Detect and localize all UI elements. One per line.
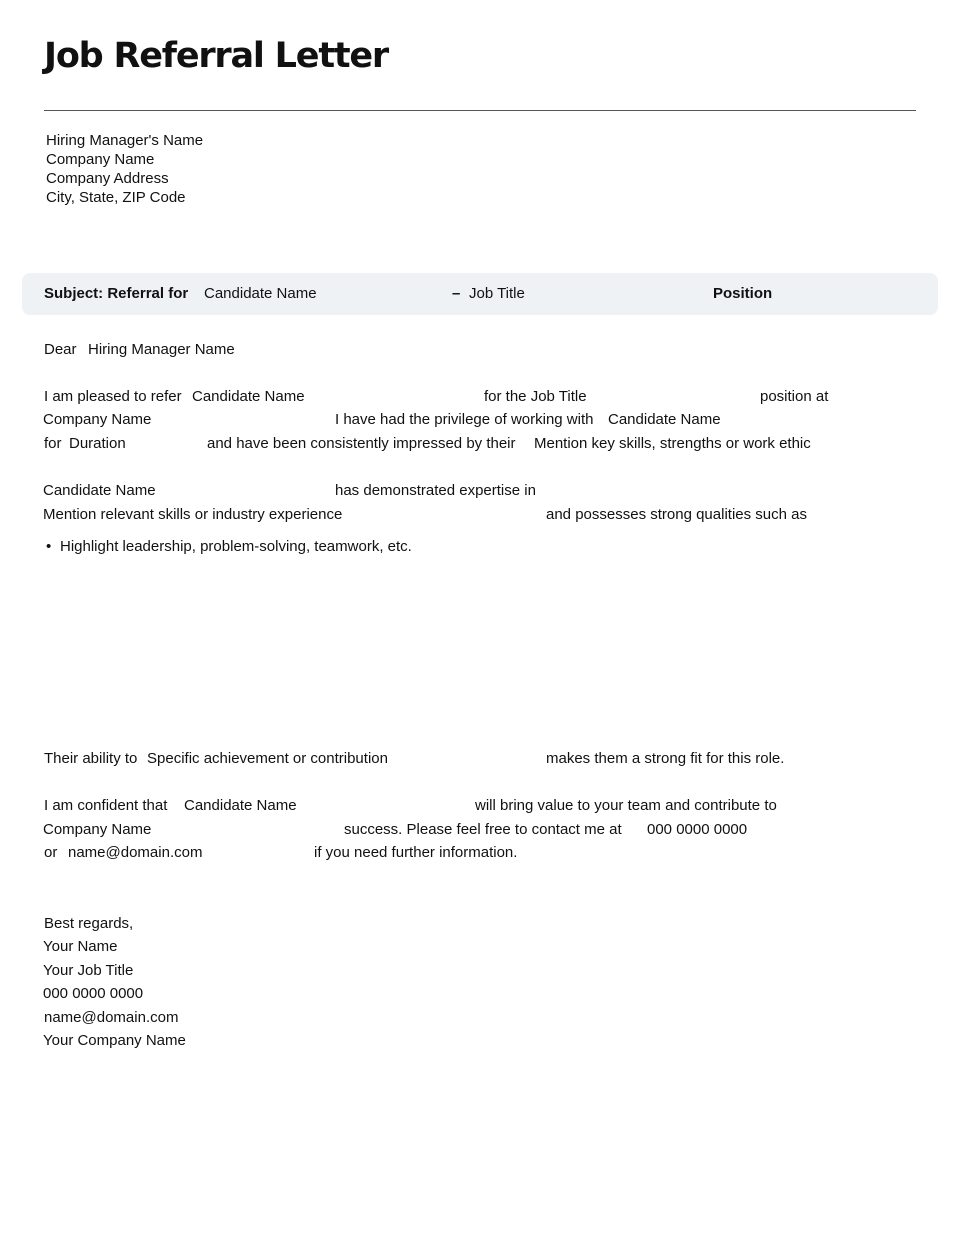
p4-text: success. Please feel free to contact me at	[344, 821, 622, 838]
p4-email[interactable]: name@domain.com	[68, 844, 203, 861]
subject-job-title[interactable]: Job Title	[469, 285, 525, 302]
p1-text: position at	[760, 388, 829, 405]
p4-phone[interactable]: 000 0000 0000	[647, 821, 748, 838]
p1-text: I am pleased to refer	[44, 388, 182, 405]
salutation-name[interactable]: Hiring Manager Name	[88, 341, 235, 358]
signature-closing: Best regards,	[44, 915, 134, 932]
p3-achievement[interactable]: Specific achievement or contribution	[147, 750, 388, 767]
p1-candidate[interactable]: Candidate Name	[608, 411, 721, 428]
p4-candidate[interactable]: Candidate Name	[184, 797, 297, 814]
p1-job-title[interactable]: for the Job Title	[484, 388, 587, 405]
p1-text: for	[44, 435, 62, 452]
p1-text: and have been consistently impressed by their	[207, 435, 516, 452]
signature-company[interactable]: Your Company Name	[43, 1032, 186, 1049]
p1-company[interactable]: Company Name	[43, 411, 152, 428]
signature-job-title[interactable]: Your Job Title	[43, 962, 134, 979]
signature-email[interactable]: name@domain.com	[44, 1009, 179, 1026]
p4-text: or	[44, 844, 58, 861]
p1-duration[interactable]: Duration	[69, 435, 126, 452]
subject-dash: –	[452, 285, 461, 302]
salutation-dear: Dear	[44, 341, 77, 358]
p2-experience[interactable]: Mention relevant skills or industry experience	[43, 506, 343, 523]
bullet-icon: •	[46, 538, 52, 555]
p1-text: I have had the privilege of working with	[335, 411, 594, 428]
recipient-city: City, State, ZIP Code	[46, 189, 186, 206]
signature-name[interactable]: Your Name	[43, 938, 118, 955]
p1-candidate[interactable]: Candidate Name	[192, 388, 305, 405]
p2-text: has demonstrated expertise in	[335, 482, 536, 499]
p3-text: makes them a strong fit for this role.	[546, 750, 785, 767]
signature-phone[interactable]: 000 0000 0000	[43, 985, 144, 1002]
p3-text: Their ability to	[44, 750, 138, 767]
p2-candidate[interactable]: Candidate Name	[43, 482, 156, 499]
divider	[44, 110, 916, 111]
subject-label: Subject: Referral for	[44, 285, 189, 302]
p2-text: and possesses strong qualities such as	[546, 506, 807, 523]
subject-position: Position	[713, 285, 773, 302]
p2-bullet[interactable]: Highlight leadership, problem-solving, teamwork, etc.	[60, 538, 412, 555]
recipient-company: Company Name	[46, 151, 155, 168]
p4-text: if you need further information.	[314, 844, 518, 861]
p4-text: will bring value to your team and contribute to	[475, 797, 777, 814]
p1-skills[interactable]: Mention key skills, strengths or work ethic	[534, 435, 811, 452]
recipient-address: Company Address	[46, 170, 169, 187]
subject-candidate[interactable]: Candidate Name	[204, 285, 317, 302]
recipient-name: Hiring Manager's Name	[46, 132, 204, 149]
page-title: Job Referral Letter	[44, 36, 388, 76]
p4-text: I am confident that	[44, 797, 168, 814]
p4-company[interactable]: Company Name	[43, 821, 152, 838]
